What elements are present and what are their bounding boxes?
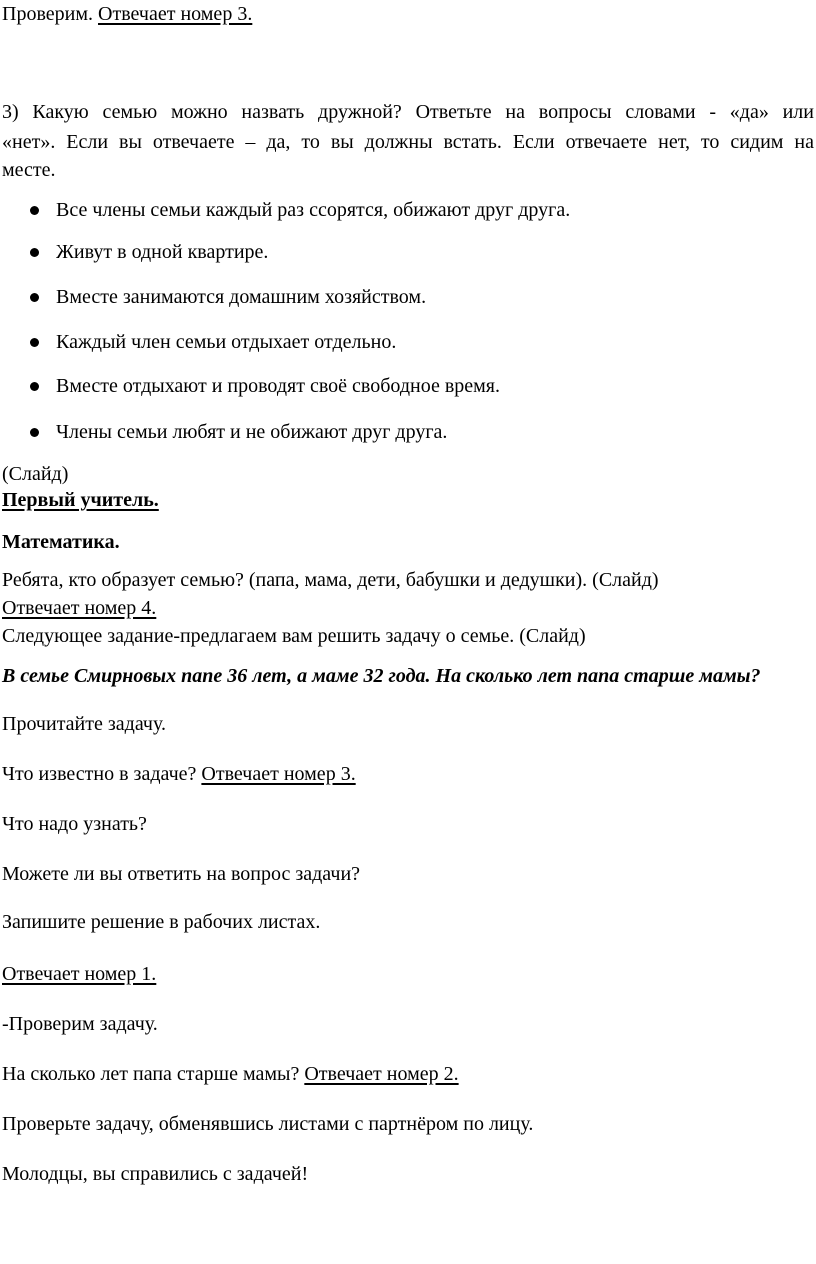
- intro-answer: Отвечает номер 3.: [98, 3, 253, 25]
- bullet-dot: [30, 248, 39, 257]
- answer-number-4: Отвечает номер 4.: [2, 597, 157, 619]
- question3-line3: месте.: [2, 159, 56, 181]
- how-many-prefix: На сколько лет папа старше мамы?: [2, 1063, 300, 1085]
- intro-line: [2, 2, 252, 26]
- find-out: Что надо узнать?: [2, 813, 147, 835]
- bullet-text: Члены семьи любят и не обижают друг друга.: [56, 421, 448, 443]
- bullet-dot: [30, 382, 39, 391]
- read-task: Прочитайте задачу.: [2, 713, 166, 735]
- math-heading: Математика.: [2, 531, 120, 553]
- write-solution: Запишите решение в рабочих листах.: [2, 911, 321, 933]
- question3-line2: «нет». Если вы отвечаете – да, то вы должны встать. Если отвечаете нет, то сидим на: [2, 131, 814, 153]
- bullet-text: Живут в одной квартире.: [56, 241, 269, 263]
- intro-prefix: Проверим.: [2, 3, 94, 25]
- bullet-text: Все члены семьи каждый раз ссорятся, обижают друг друга.: [56, 199, 571, 221]
- known-answer: Отвечает номер 3.: [201, 763, 356, 785]
- next-task: Следующее задание-предлагаем вам решить задачу о семье. (Слайд): [2, 625, 586, 647]
- how-many-line: [2, 1062, 459, 1086]
- exchange-sheets: Проверьте задачу, обменявшись листами с партнёром по лицу.: [2, 1113, 534, 1135]
- answer-number-1: Отвечает номер 1.: [2, 963, 157, 985]
- question3-line1: 3) Какую семью можно назвать дружной? Ответьте на вопросы словами - «да» или: [2, 101, 814, 123]
- bullet-text: Каждый член семьи отдыхает отдельно.: [56, 331, 397, 353]
- how-many-answer: Отвечает номер 2.: [304, 1063, 459, 1085]
- bullet-dot: [30, 428, 39, 437]
- slide-note: (Слайд): [2, 463, 69, 485]
- bullet-text: Вместе занимаются домашним хозяйством.: [56, 286, 427, 308]
- first-teacher-heading: Первый учитель.: [2, 489, 159, 511]
- question-family: Ребята, кто образует семью? (папа, мама, дети, бабушки и дедушки). (Слайд): [2, 569, 659, 591]
- bullet-text: Вместе отдыхают и проводят своё свободное время.: [56, 375, 500, 397]
- known-line: [2, 762, 356, 786]
- bullet-dot: [30, 206, 39, 215]
- bullet-dot: [30, 338, 39, 347]
- known-prefix: Что известно в задаче?: [2, 763, 197, 785]
- bullet-dot: [30, 293, 39, 302]
- well-done: Молодцы, вы справились с задачей!: [2, 1163, 309, 1185]
- check-task: -Проверим задачу.: [2, 1013, 158, 1035]
- can-answer: Можете ли вы ответить на вопрос задачи?: [2, 863, 361, 885]
- problem-statement: В семье Смирновых папе 36 лет, а маме 32 года. На сколько лет папа старше мамы?: [2, 665, 761, 687]
